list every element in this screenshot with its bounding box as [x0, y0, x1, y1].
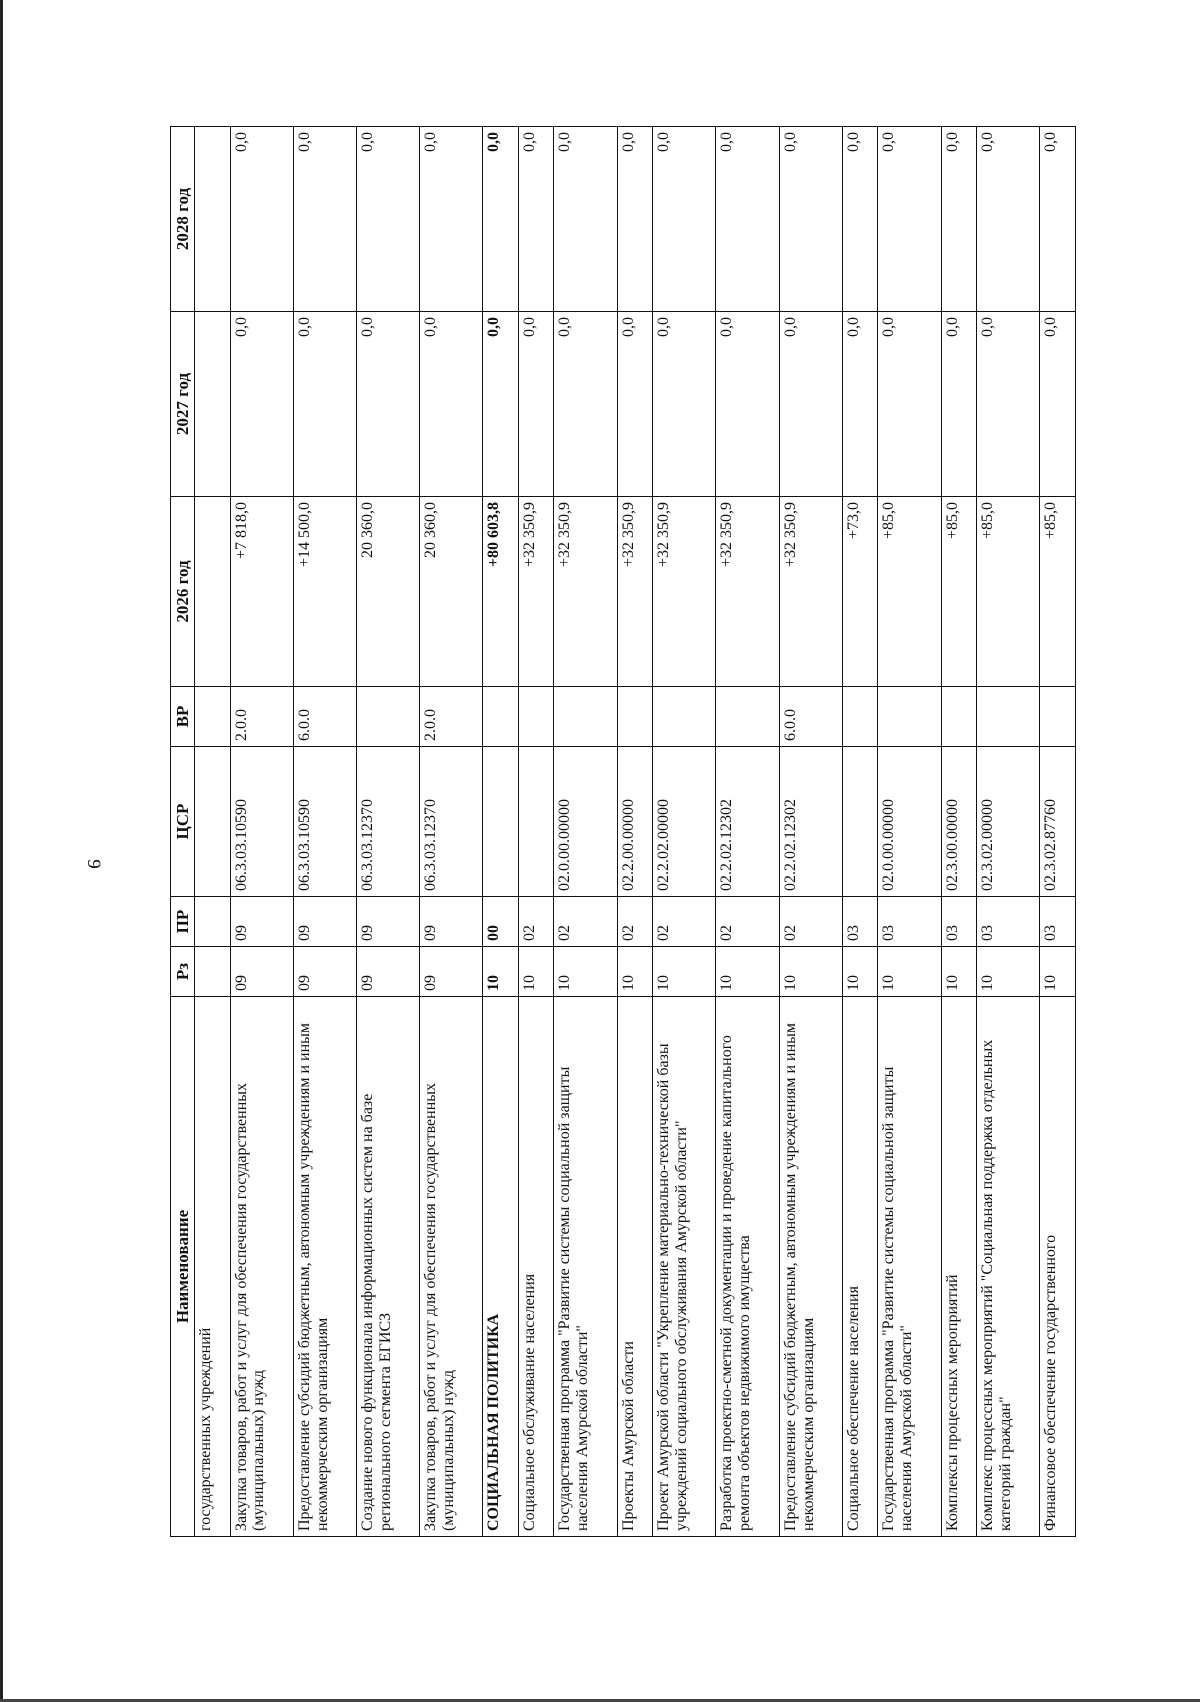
cell-vr — [716, 687, 779, 747]
cell-pr: 03 — [941, 897, 976, 947]
cell-csr: 06.3.03.10590 — [293, 747, 356, 897]
cell-vr: 6.0.0 — [779, 687, 842, 747]
cell-rz: 09 — [420, 947, 483, 997]
cell-2026: +32 350,9 — [716, 497, 779, 687]
header-vr: ВР — [171, 687, 195, 747]
cell-name: Предоставление субсидий бюджетным, автономным учреждениям и иным некоммерческим организациям — [293, 997, 356, 1537]
cell-2028: 0,0 — [230, 127, 293, 312]
cell-rz: 10 — [941, 947, 976, 997]
cell-csr: 02.0.00.00000 — [878, 747, 941, 897]
cell-2026: +7 818,0 — [230, 497, 293, 687]
table-row — [716, 127, 779, 1537]
cell-pr: 09 — [420, 897, 483, 947]
cell-csr: 02.3.00.00000 — [941, 747, 976, 897]
cell-pr: 03 — [878, 897, 941, 947]
cell-name: Социальное обеспечение населения — [842, 997, 877, 1537]
cell-2028 — [195, 127, 230, 312]
cell-csr: 02.2.02.12302 — [716, 747, 779, 897]
cell-2027: 0,0 — [977, 312, 1040, 497]
cell-rz: 09 — [293, 947, 356, 997]
cell-name: Предоставление субсидий бюджетным, автономным учреждениям и иным некоммерческим организациям — [779, 997, 842, 1537]
cell-2028: 0,0 — [1040, 127, 1076, 312]
cell-name: Проекты Амурской области — [617, 997, 652, 1537]
cell-csr: 02.0.00.00000 — [554, 747, 617, 897]
header-pr: ПР — [171, 897, 195, 947]
cell-pr: 09 — [293, 897, 356, 947]
cell-rz: 10 — [878, 947, 941, 997]
cell-2028: 0,0 — [518, 127, 553, 312]
cell-pr: 03 — [842, 897, 877, 947]
cell-rz: 10 — [1040, 947, 1076, 997]
header-csr: ЦСР — [171, 747, 195, 897]
table-row — [230, 127, 293, 1537]
table-row-section-total — [483, 127, 518, 1537]
cell-2026: +85,0 — [941, 497, 976, 687]
table-row — [878, 127, 941, 1537]
cell-2026: 20 360,0 — [356, 497, 419, 687]
cell-2027: 0,0 — [716, 312, 779, 497]
cell-csr — [842, 747, 877, 897]
cell-2027: 0,0 — [653, 312, 716, 497]
cell-rz: 09 — [356, 947, 419, 997]
cell-pr: 03 — [977, 897, 1040, 947]
cell-pr: 02 — [779, 897, 842, 947]
cell-2027: 0,0 — [356, 312, 419, 497]
cell-2026: +85,0 — [1040, 497, 1076, 687]
cell-name: Проект Амурской области "Укрепление материально-технической базы учреждений социального обслуживания Амурской области" — [653, 997, 716, 1537]
table-row — [518, 127, 553, 1537]
rotated-page-content — [170, 127, 1076, 1537]
cell-pr: 03 — [1040, 897, 1076, 947]
cell-vr: 2.0.0 — [230, 687, 293, 747]
cell-name: Социальное обслуживание населения — [518, 997, 553, 1537]
cell-2028: 0,0 — [617, 127, 652, 312]
cell-csr: 06.3.03.12370 — [356, 747, 419, 897]
cell-vr: 6.0.0 — [293, 687, 356, 747]
cell-2026 — [195, 497, 230, 687]
table-row — [554, 127, 617, 1537]
header-name: Наименование — [171, 997, 195, 1537]
cell-pr — [195, 897, 230, 947]
cell-2026: +32 350,9 — [617, 497, 652, 687]
cell-vr — [1040, 687, 1076, 747]
cell-csr: 02.2.02.12302 — [779, 747, 842, 897]
table-row — [779, 127, 842, 1537]
cell-pr: 02 — [518, 897, 553, 947]
cell-vr — [483, 687, 518, 747]
cell-csr: 02.3.02.00000 — [977, 747, 1040, 897]
cell-rz: 10 — [653, 947, 716, 997]
cell-2026: +32 350,9 — [653, 497, 716, 687]
cell-rz: 10 — [617, 947, 652, 997]
header-rz: Рз — [171, 947, 195, 997]
table-row — [1040, 127, 1076, 1537]
table-row — [420, 127, 483, 1537]
table-header-row — [171, 127, 195, 1537]
cell-vr — [653, 687, 716, 747]
cell-csr: 06.3.03.10590 — [230, 747, 293, 897]
cell-csr — [195, 747, 230, 897]
cell-vr — [518, 687, 553, 747]
cell-2027: 0,0 — [779, 312, 842, 497]
cell-rz — [195, 947, 230, 997]
cell-pr: 02 — [554, 897, 617, 947]
cell-name: Государственная программа "Развитие системы социальной защиты населения Амурской области" — [878, 997, 941, 1537]
cell-vr — [878, 687, 941, 747]
cell-2026: +80 603,8 — [483, 497, 518, 687]
cell-2028: 0,0 — [356, 127, 419, 312]
cell-pr: 02 — [716, 897, 779, 947]
cell-vr — [977, 687, 1040, 747]
cell-2027: 0,0 — [554, 312, 617, 497]
cell-csr: 06.3.03.12370 — [420, 747, 483, 897]
cell-csr: 02.2.00.00000 — [617, 747, 652, 897]
cell-rz: 10 — [842, 947, 877, 997]
cell-vr — [554, 687, 617, 747]
cell-vr — [617, 687, 652, 747]
page-number: 9 — [82, 859, 104, 869]
cell-2027: 0,0 — [230, 312, 293, 497]
cell-2028: 0,0 — [779, 127, 842, 312]
cell-csr — [483, 747, 518, 897]
table-row — [941, 127, 976, 1537]
cell-rz: 10 — [554, 947, 617, 997]
cell-2026: +32 350,9 — [518, 497, 553, 687]
cell-2028: 0,0 — [653, 127, 716, 312]
scan-left-edge — [0, 0, 3, 1702]
cell-vr: 2.0.0 — [420, 687, 483, 747]
header-2026: 2026 год — [171, 497, 195, 687]
cell-pr: 02 — [653, 897, 716, 947]
cell-2028: 0,0 — [878, 127, 941, 312]
cell-2028: 0,0 — [483, 127, 518, 312]
cell-2027: 0,0 — [1040, 312, 1076, 497]
cell-2026: 20 360,0 — [420, 497, 483, 687]
table-row — [617, 127, 652, 1537]
cell-2026: +85,0 — [878, 497, 941, 687]
cell-2027 — [195, 312, 230, 497]
cell-2028: 0,0 — [293, 127, 356, 312]
cell-name: Государственная программа "Развитие системы социальной защиты населения Амурской области" — [554, 997, 617, 1537]
cell-2026: +73,0 — [842, 497, 877, 687]
cell-csr — [518, 747, 553, 897]
cell-name: Закупка товаров, работ и услуг для обеспечения государственных (муниципальных) нужд — [230, 997, 293, 1537]
table-row — [195, 127, 230, 1537]
table-row — [356, 127, 419, 1537]
cell-2028: 0,0 — [977, 127, 1040, 312]
cell-name: государственных учреждений — [195, 997, 230, 1537]
cell-rz: 10 — [977, 947, 1040, 997]
table-row — [293, 127, 356, 1537]
cell-vr — [195, 687, 230, 747]
cell-name: Комплексы процессных мероприятий — [941, 997, 976, 1537]
cell-csr: 02.2.02.00000 — [653, 747, 716, 897]
cell-pr: 09 — [230, 897, 293, 947]
cell-2028: 0,0 — [941, 127, 976, 312]
cell-name: Разработка проектно-сметной документации и проведение капитального ремонта объектов недвижимого имущества — [716, 997, 779, 1537]
cell-vr — [356, 687, 419, 747]
table-row — [842, 127, 877, 1537]
header-2027: 2027 год — [171, 312, 195, 497]
cell-2026: +32 350,9 — [554, 497, 617, 687]
cell-rz: 10 — [518, 947, 553, 997]
header-2028: 2028 год — [171, 127, 195, 312]
cell-2028: 0,0 — [420, 127, 483, 312]
cell-name: Комплекс процессных мероприятий "Социальная поддержка отдельных категорий граждан" — [977, 997, 1040, 1537]
cell-2027: 0,0 — [941, 312, 976, 497]
cell-2028: 0,0 — [554, 127, 617, 312]
cell-2027: 0,0 — [293, 312, 356, 497]
cell-2027: 0,0 — [483, 312, 518, 497]
cell-2027: 0,0 — [878, 312, 941, 497]
cell-pr: 09 — [356, 897, 419, 947]
cell-2027: 0,0 — [617, 312, 652, 497]
cell-2027: 0,0 — [420, 312, 483, 497]
cell-vr — [941, 687, 976, 747]
cell-vr — [842, 687, 877, 747]
table-row — [653, 127, 716, 1537]
cell-rz: 10 — [779, 947, 842, 997]
cell-2026: +14 500,0 — [293, 497, 356, 687]
cell-rz: 10 — [483, 947, 518, 997]
cell-2026: +85,0 — [977, 497, 1040, 687]
cell-pr: 00 — [483, 897, 518, 947]
cell-rz: 10 — [716, 947, 779, 997]
cell-name: Финансовое обеспечение государственного — [1040, 997, 1076, 1537]
cell-csr: 02.3.02.87760 — [1040, 747, 1076, 897]
cell-2027: 0,0 — [518, 312, 553, 497]
budget-table — [170, 126, 1076, 1537]
cell-2028: 0,0 — [716, 127, 779, 312]
cell-pr: 02 — [617, 897, 652, 947]
cell-rz: 09 — [230, 947, 293, 997]
cell-name: Закупка товаров, работ и услуг для обеспечения государственных (муниципальных) нужд — [420, 997, 483, 1537]
cell-name: Создание нового функционала информационных систем на базе регионального сегмента ЕГИСЗ — [356, 997, 419, 1537]
cell-name: СОЦИАЛЬНАЯ ПОЛИТИКА — [483, 997, 518, 1537]
cell-2026: +32 350,9 — [779, 497, 842, 687]
cell-2027: 0,0 — [842, 312, 877, 497]
cell-2028: 0,0 — [842, 127, 877, 312]
table-row — [977, 127, 1040, 1537]
